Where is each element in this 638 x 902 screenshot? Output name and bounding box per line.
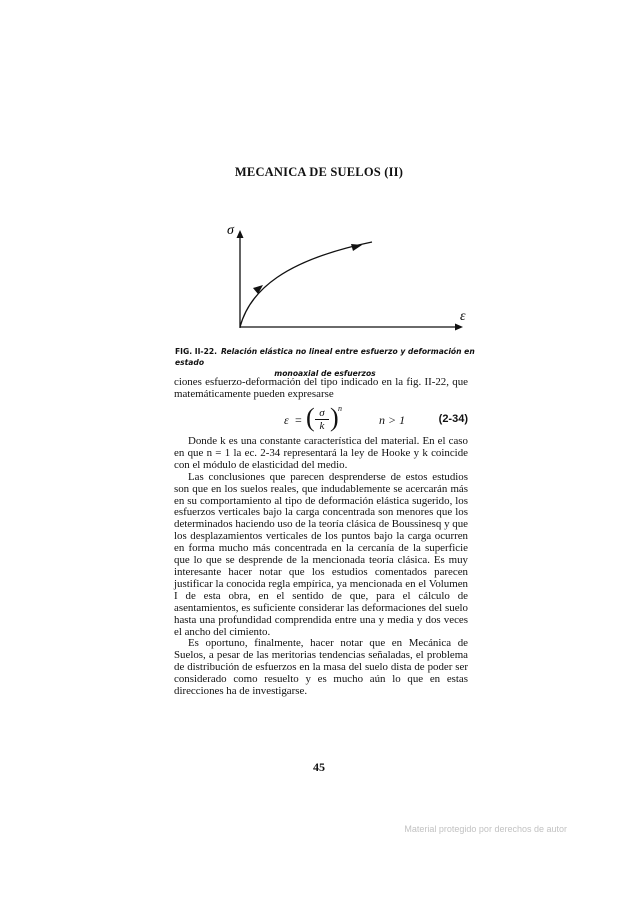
left-paren: ( bbox=[306, 403, 315, 432]
paragraph-2: Las conclusiones que parecen desprenderse de estos estudios son que en los suelos reales, que indudablemente se acercarán más en su comportamiento al tipo de deformación elástica sugerido, los esfuerzos verticales bajo la carga concentrada son menores que los determinados haciendo uso de la teoría clásica de Boussinesq y que los desplazamientos verticales de los puntos bajo la carga ocurren en forma mucho más concentrada en la cercanía de la superficie que lo que se desprende de la mencionada teoría clásica. Es muy interesante hacer notar que los estudios comentados parecen justificar la conocida regla empírica, ya mencionada en el Volumen I de esta obra, en el sentido de que, para el cálculo de asentamientos, es suficiente considerar las deformaciones del suelo hasta una profundidad comprendida entre una y media y dos veces el ancho del cimiento. bbox=[174, 470, 468, 638]
curve-arrow-up bbox=[351, 244, 362, 251]
x-axis-arrow bbox=[455, 324, 463, 331]
figure-caption bbox=[175, 346, 475, 379]
equation-condition: n > 1 bbox=[379, 413, 406, 427]
exponent: n bbox=[338, 404, 342, 413]
caption-line-1: Relación elástica no lineal entre esfuerzo y deformación en estado bbox=[175, 347, 475, 367]
fraction bbox=[315, 407, 329, 432]
x-axis-label: ε bbox=[460, 309, 466, 324]
equation-number: (2-34) bbox=[438, 413, 468, 425]
main-text bbox=[174, 436, 468, 698]
lead-paragraph: ciones esfuerzo-deformación del tipo indicado en la fig. II-22, que matemáticamente pueden expresarse bbox=[174, 376, 468, 400]
page-number: 45 bbox=[313, 760, 325, 774]
stress-strain-diagram bbox=[150, 190, 490, 350]
equation-equals: = bbox=[295, 413, 302, 427]
y-axis-label: σ bbox=[227, 223, 234, 238]
paragraph-3: Es oportuno, finalmente, hacer notar que en Mecánica de Suelos, a pesar de las meritorias tendencias señaladas, el problema de distribución de esfuerzos en la masa del suelo dista de poder ser considerado como resuelto y es mucho aún lo que en estas direcciones ha de investigarse. bbox=[174, 637, 468, 698]
stress-strain-figure bbox=[150, 190, 490, 350]
y-axis-arrow bbox=[237, 230, 244, 238]
figure-label: FIG. II-22. bbox=[175, 347, 218, 356]
equation-lhs: ε bbox=[284, 413, 289, 427]
running-header: MECANICA DE SUELOS (II) bbox=[234, 165, 404, 179]
right-paren: ) bbox=[330, 403, 339, 432]
caption-line-2: monoaxial de esfuerzos bbox=[274, 369, 376, 378]
paragraph-1: Donde k es una constante característica del material. En el caso en que n = 1 la ec. 2-34 representará la ley de Hooke y k coincide con el módulo de elasticidad del medio. bbox=[174, 435, 468, 471]
copyright-watermark: Material protegido por derechos de autor bbox=[404, 824, 567, 834]
stress-strain-curve bbox=[240, 242, 372, 327]
fraction-denominator: k bbox=[319, 420, 325, 432]
fraction-numerator: σ bbox=[315, 407, 329, 420]
